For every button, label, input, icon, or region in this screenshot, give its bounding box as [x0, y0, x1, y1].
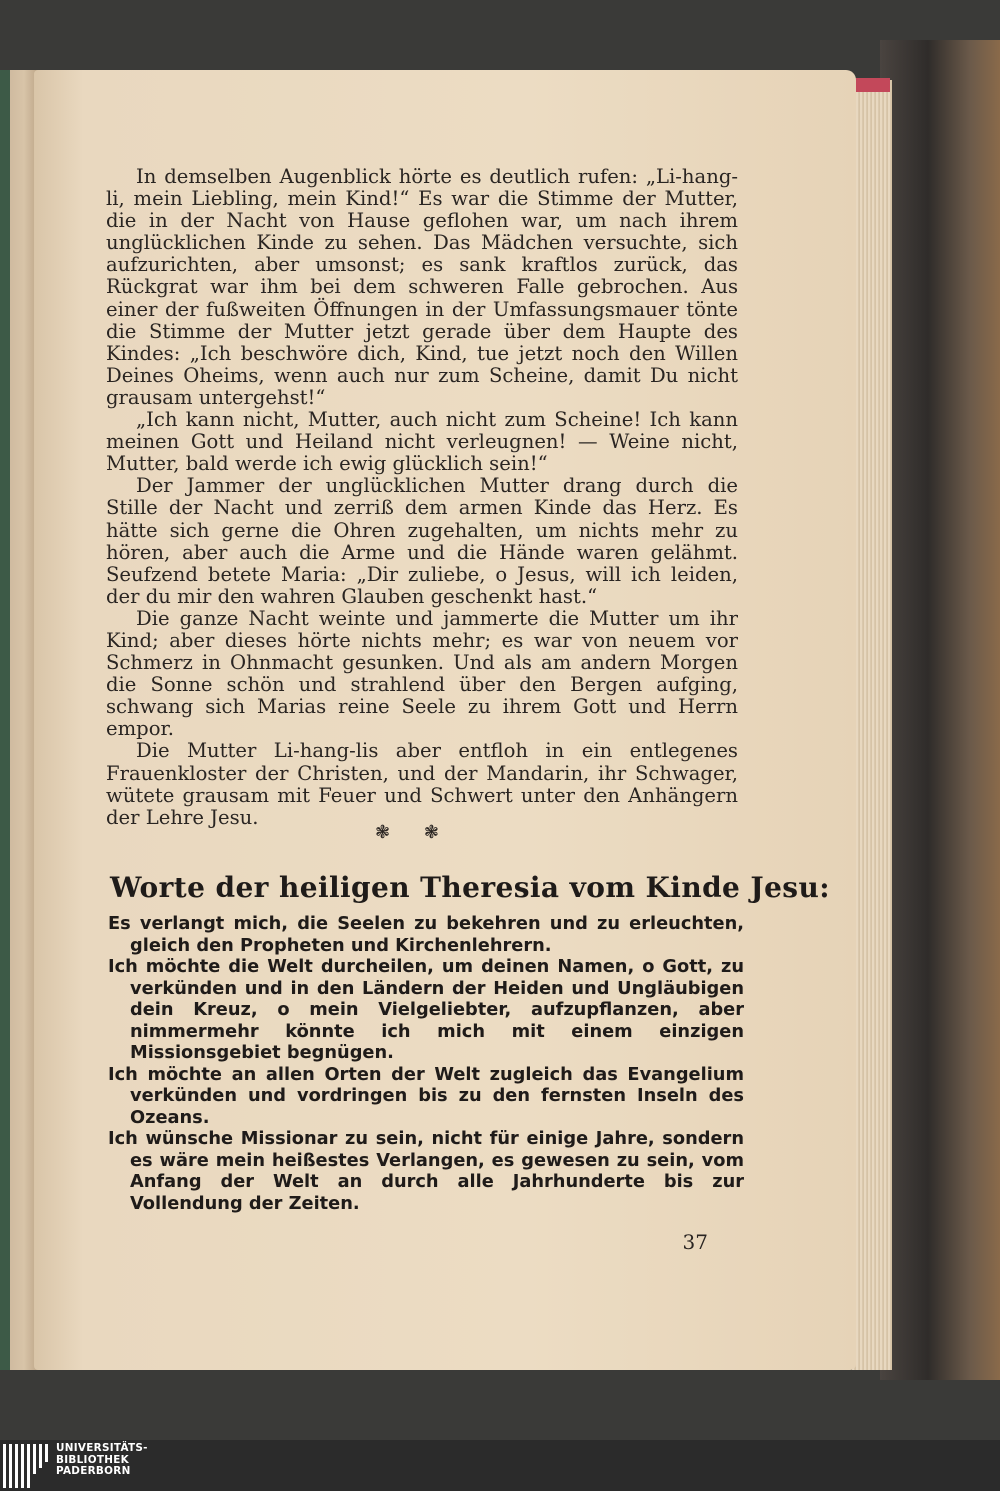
- logo-line: BIBLIOTHEK: [56, 1453, 129, 1466]
- logo-line: PADERBORN: [56, 1465, 131, 1478]
- quote-item: Ich möchte an allen Orten der Welt zugleich das Evangelium verkünden und vordringen bis zu den fernsten Inseln des Ozeans.: [108, 1063, 744, 1128]
- section-heading: Worte der heiligen Theresia vom Kinde Jesu:: [110, 871, 830, 904]
- quote-item: Ich wünsche Missionar zu sein, nicht für einige Jahre, sondern es wäre mein heißestes Verlangen, es gewesen zu sein, vom Anfang der Welt an durch alle Jahrhunderte bis zur Vollendung der Zeiten.: [108, 1128, 744, 1214]
- library-logo-icon: [3, 1444, 51, 1488]
- paragraph: Die Mutter Li-hang-lis aber entfloh in ein entlegenes Frauenkloster der Christen, und der Mandarin, ihr Schwager, wütete grausam mit Feuer und Schwert unter den Anhängern der Lehre Jesu.: [106, 739, 738, 829]
- book-page: [34, 70, 856, 1370]
- paragraph: „Ich kann nicht, Mutter, auch nicht zum Scheine! Ich kann meinen Gott und Heiland nicht verleugnen! — Weine nicht, Mutter, bald werde ich ewig glücklich sein!“: [106, 408, 738, 476]
- quotes-list: [108, 913, 744, 1214]
- quote-item: Ich möchte die Welt durcheilen, um deinen Namen, o Gott, zu verkünden und in den Ländern der Heiden und Ungläubigen dein Kreuz, o mein Vielgeliebter, aufzupflanzen, aber nimmermehr könnte ich mich mit einem einzigen Missionsgebiet begnügen.: [108, 956, 744, 1063]
- paragraph: Die ganze Nacht weinte und jammerte die Mutter um ihr Kind; aber dieses hörte nichts mehr; es war von neuem vor Schmerz in Ohnmacht gesunken. Und als am andern Morgen die Sonne schön und strahlend über den Bergen aufging, schwang sich Marias reine Seele zu ihrem Gott und Herrn empor.: [106, 606, 738, 741]
- body-text: [106, 166, 738, 829]
- library-footer: [0, 1440, 1000, 1491]
- logo-line: UNIVERSITÄTS-: [56, 1442, 148, 1454]
- paragraph: In demselben Augenblick hörte es deutlich rufen: „Li-hang-li, mein Liebling, mein Kind!“ Es war die Stimme der Mutter, die in der Nacht von Hause geflohen war, um nach ihrem unglücklichen Kinde zu sehen. Das Mädchen versuchte, sich aufzurichten, aber umsonst; es sank kraftlos zurück, das Rückgrat war ihm bei dem schweren Falle gebrochen. Aus einer der fußweiten Öffnungen in der Umfassungsmauer tönte die Stimme der Mutter jetzt gerade über dem Haupte des Kindes: „Ich beschwöre dich, Kind, tue jetzt noch den Willen Deines Oheims, wenn auch nur zum Scheine, damit Du nicht grausam untergehst!“: [106, 165, 738, 409]
- quote-item: Es verlangt mich, die Seelen zu bekehren und zu erleuchten, gleich den Propheten und Kirchenlehrern.: [108, 913, 744, 956]
- paragraph: Der Jammer der unglücklichen Mutter drang durch die Stille der Nacht und zerriß dem armen Kinde das Herz. Es hätte sich gerne die Ohren zugehalten, um nichts mehr zu hören, aber auch die Arme und die Hände waren gelähmt. Seufzend betete Maria: „Dir zuliebe, o Jesus, will ich leiden, der du mir den wahren Glauben geschenkt hast.“: [106, 474, 738, 608]
- page-fore-edge: [852, 80, 892, 1370]
- section-ornament: ❃ ❃: [375, 822, 453, 843]
- right-book-cover: [880, 40, 1000, 1380]
- page-number: 37: [682, 1230, 708, 1254]
- left-binding-cloth: [0, 70, 10, 1370]
- library-logo-text: [56, 1443, 148, 1478]
